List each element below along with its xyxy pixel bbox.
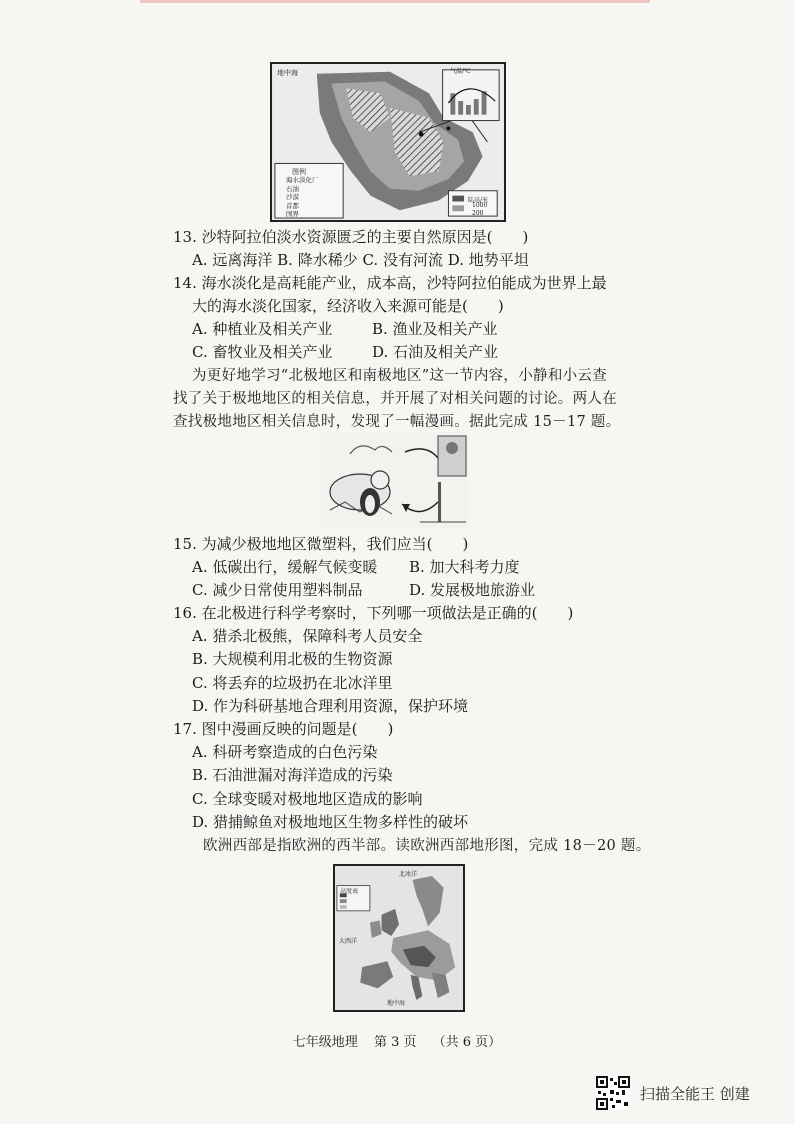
q16-stem: 16. 在北极进行科学考察时，下列哪一项做法是正确的( ) <box>173 604 574 622</box>
q17-stem: 17. 图中漫画反映的问题是( ) <box>173 720 394 738</box>
q17-option-a: A. 科研考察造成的白色污染 <box>192 743 378 761</box>
intro1-line2: 找了关于极地地区的相关信息，并开展了对相关问题的讨论。两人在 <box>173 391 617 407</box>
legend-desalination: 海水淡化厂 <box>286 176 319 184</box>
q14-option-b: B. 渔业及相关产业 <box>372 320 498 338</box>
legend-border: 国界 <box>286 210 299 218</box>
q17-option-b: B. 石油泄漏对海洋造成的污染 <box>192 766 393 784</box>
polar-comic-illustration <box>320 432 468 528</box>
map2-legend-title: 高度表 <box>340 888 359 895</box>
legend-oil: 石油 <box>286 184 299 193</box>
q15-option-c: C. 减少日常使用塑料制品 <box>192 581 363 599</box>
page-footer <box>0 1031 794 1050</box>
q14-stem-line1: 14. 海水淡化是高耗能产业，成本高，沙特阿拉伯能成为世界上最 <box>173 274 607 292</box>
scanner-watermark <box>596 1076 750 1110</box>
western-europe-map <box>333 864 465 1012</box>
q15-option-b: B. 加大科考力度 <box>409 558 520 576</box>
saudi-arabia-map <box>270 62 506 222</box>
intro2-text: 欧洲西部是指欧洲的西半部。读欧洲西部地形图，完成 18－20 题。 <box>203 838 651 854</box>
map1-elevation-low: 200 <box>472 210 484 217</box>
qr-code-icon <box>596 1076 630 1110</box>
map1-legend-list <box>286 176 319 219</box>
map1-elevation-high: 1000 <box>472 202 488 209</box>
q16-option-b: B. 大规模利用北极的生物资源 <box>192 650 393 668</box>
q14-stem-line2: 大的海水淡化国家，经济收入来源可能是( ) <box>192 297 504 315</box>
q16-option-c: C. 将丢弃的垃圾扔在北冰洋里 <box>192 674 393 692</box>
q14-option-c: C. 畜牧业及相关产业 <box>192 343 333 361</box>
footer-subject: 七年级地理 <box>292 1035 358 1050</box>
legend-capital: 首都 <box>286 201 299 210</box>
legend-desert: 沙漠 <box>286 193 299 201</box>
footer-total: （共 6 页） <box>432 1035 502 1050</box>
footer-page: 第 3 页 <box>373 1035 417 1050</box>
q17-option-c: C. 全球变暖对极地地区造成的影响 <box>192 790 423 808</box>
q15-stem: 15. 为减少极地地区微塑料，我们应当( ) <box>173 535 469 553</box>
map1-legend-title: 图例 <box>292 168 306 176</box>
watermark-text: 扫描全能王 创建 <box>640 1084 750 1103</box>
q13-options: A. 远离海洋 B. 降水稀少 C. 没有河流 D. 地势平坦 <box>192 251 529 269</box>
q17-option-d: D. 猎捕鲸鱼对极地地区生物多样性的破坏 <box>192 813 469 831</box>
q16-option-d: D. 作为科研基地合理利用资源，保护环境 <box>192 697 469 715</box>
map2-side-label: 大西洋 <box>339 938 358 945</box>
q15-option-a: A. 低碳出行，缓解气候变暖 <box>192 558 378 576</box>
intro1-line1: 为更好地学习“北极地区和南极地区”这一节内容，小静和小云查 <box>192 368 608 384</box>
map2-bottom-label: 地中海 <box>387 1000 406 1007</box>
q14-option-d: D. 石油及相关产业 <box>372 343 499 361</box>
q15-option-d: D. 发展极地旅游业 <box>409 581 536 599</box>
map1-climate-label: 气温/℃ <box>450 68 471 75</box>
comic-drawing <box>320 432 468 528</box>
map2-top-label: 北冰洋 <box>399 871 418 878</box>
map1-sea-label: 地中海 <box>277 69 298 77</box>
map1-elevation-title: 陆高/米 <box>468 197 489 204</box>
q14-option-a: A. 种植业及相关产业 <box>192 320 333 338</box>
top-edge-mark <box>140 0 650 3</box>
q16-option-a: A. 猎杀北极熊，保障科考人员安全 <box>192 627 423 645</box>
intro1-line3: 查找极地地区相关信息时，发现了一幅漫画。据此完成 15－17 题。 <box>173 414 621 430</box>
q13-stem: 13. 沙特阿拉伯淡水资源匮乏的主要自然原因是( ) <box>173 228 529 246</box>
